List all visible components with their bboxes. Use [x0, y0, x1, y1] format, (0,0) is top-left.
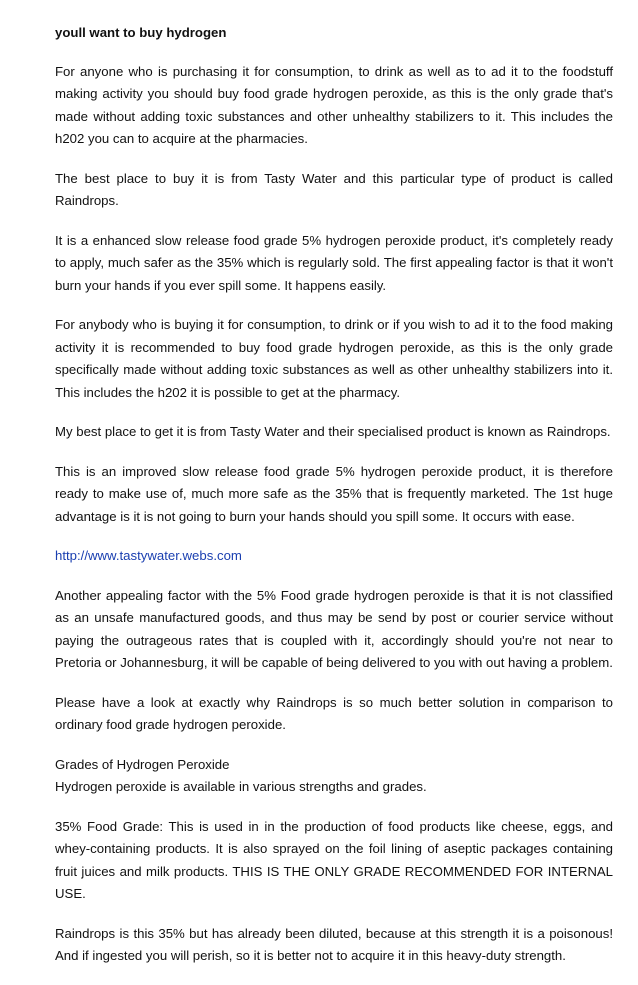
grades-section: [55, 754, 613, 799]
paragraph-improved-product: This is an improved slow release food grade 5% hydrogen peroxide product, it is therefore ready to make use of, much more safe as the 35% that is frequently marketed. The 1st huge advantage is it is not going to burn your hands should you spill some. It occurs with ease.: [55, 463, 613, 524]
paragraph-why-raindrops: Please have a look at exactly why Raindrops is so much better solution in comparison to ordinary food grade hydrogen peroxide.: [55, 694, 613, 732]
link-paragraph: [55, 545, 613, 568]
paragraph-purchasing-consumption: For anyone who is purchasing it for consumption, to drink as well as to ad it to the foodstuff making activity you should buy food grade hydrogen peroxide, as this is the only grade that's made without adding toxic substances and other unhealthy stabilizers to it. This includes the h202 you can to acquire at the pharmacies.: [55, 63, 613, 146]
tastywater-link[interactable]: http://www.tastywater.webs.com: [55, 548, 242, 563]
paragraph-best-place-to-get: My best place to get it is from Tasty Water and their specialised product is known as Raindrops.: [55, 424, 611, 439]
paragraph-buying-for-consumption: For anybody who is buying it for consumption, to drink or if you wish to ad it to the food making activity it is recommended to buy food grade hydrogen peroxide, as this is the only grade specifically made without adding toxic substances as well as other unhealthy stabilizers into it. This includes the h202 it is possible to get at the pharmacy.: [55, 317, 613, 400]
grades-heading: Grades of Hydrogen Peroxide: [55, 756, 230, 772]
paragraph-best-place-to-buy: The best place to buy it is from Tasty Water and this particular type of product is called Raindrops.: [55, 170, 613, 208]
paragraph-raindrops-diluted: Raindrops is this 35% but has already been diluted, because at this strength it is a poisonous! And if ingested you will perish, so it is better not to acquire it in this heavy-duty strength.: [55, 925, 613, 963]
document-title: youll want to buy hydrogen: [55, 25, 227, 40]
paragraph-slow-release-product: It is a enhanced slow release food grade 5% hydrogen peroxide product, it's completely ready to apply, much safer as the 35% which is regularly sold. The first appealing factor is that it won't burn your hands if you ever spill some. It happens easily.: [55, 232, 613, 293]
document-page: [55, 22, 613, 985]
paragraph-35-food-grade: 35% Food Grade: This is used in in the production of food products like cheese, eggs, and whey-containing products. It is also sprayed on the foil lining of aseptic packages containing fruit juices and milk products. THIS IS THE ONLY GRADE RECOMMENDED FOR INTERNAL USE.: [55, 818, 613, 901]
grades-intro: Hydrogen peroxide is available in various strengths and grades.: [55, 779, 427, 794]
paragraph-shipping-advantage: Another appealing factor with the 5% Food grade hydrogen peroxide is that it is not classified as an unsafe manufactured goods, and thus may be send by post or courier service without paying the outrageous rates that is coupled with it, accordingly should you're not near to Pretoria or Johannesburg, it will be capable of being delivered to you with out having a problem.: [55, 587, 613, 670]
